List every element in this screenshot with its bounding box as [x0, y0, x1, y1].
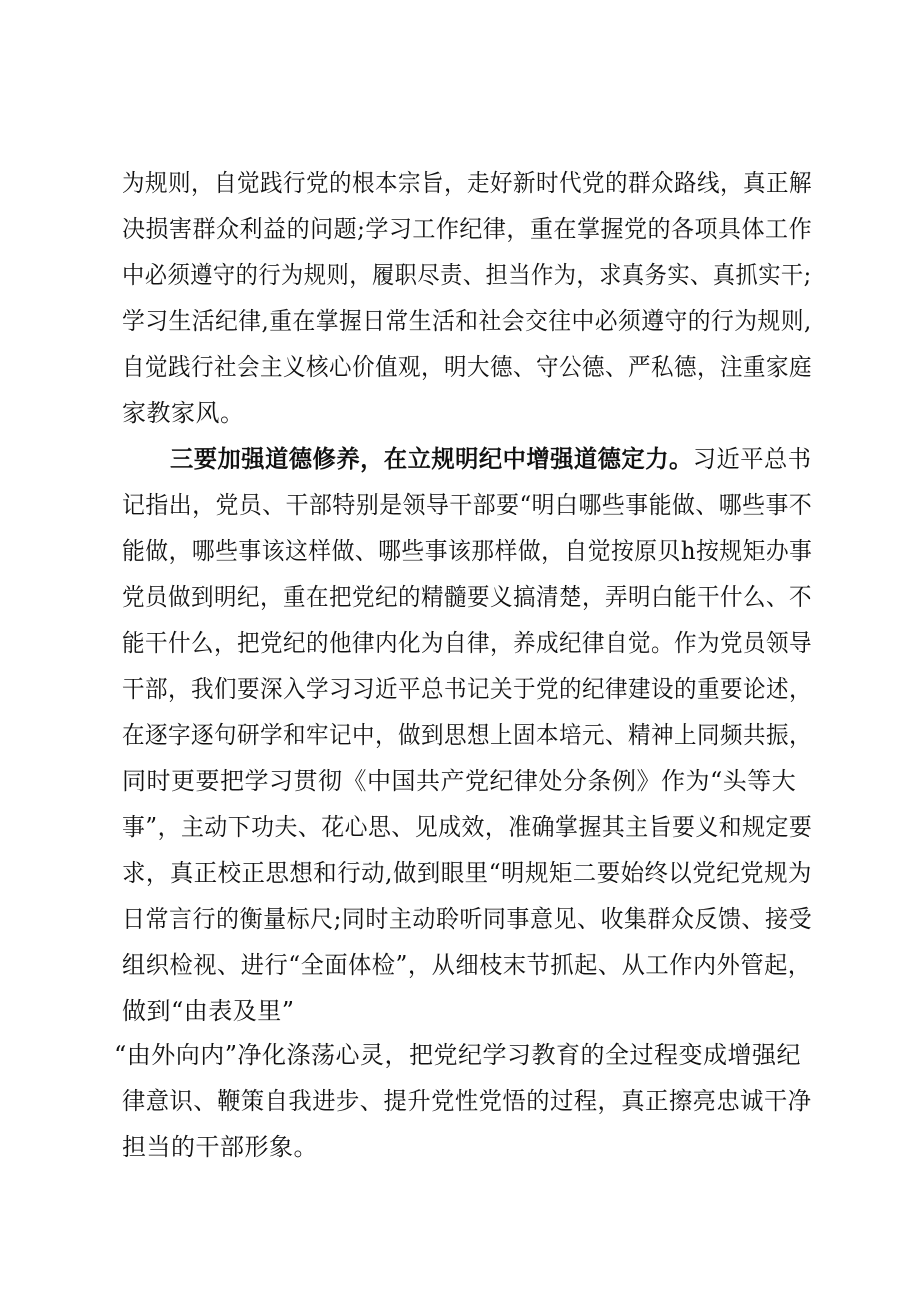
paragraph-line: 做到“由表及里”	[122, 997, 295, 1025]
paragraph-line: 干部，我们要深入学习习近平总书记关于党的纪律建设的重要论述，	[122, 675, 812, 703]
paragraph-line: 决损害群众利益的问题;学习工作纪律，重在掌握党的各项具体工作	[122, 215, 813, 243]
paragraph-line: 中必须遵守的行为规则，履职尽责、担当作为，求真务实、真抓实干;	[122, 261, 812, 289]
paragraph-line: 党员做到明纪，重在把党纪的精髓要义搞清楚，弄明白能干什么、不	[122, 583, 812, 611]
section-heading: 三要加强道德修养，在立规明纪中增强道德定力。	[170, 445, 693, 473]
paragraph-line: 日常言行的衡量标尺;同时主动聆听同事意见、收集群众反馈、接受	[122, 905, 813, 933]
paragraph-line: 担当的干部形象。	[122, 1133, 318, 1161]
paragraph-line: 能做，哪些事该这样做、哪些事该那样做，自觉按原贝h按规矩办事	[122, 537, 813, 565]
paragraph-line: “由外向内”净化涤荡心灵，把党纪学习教育的全过程变成增强纪	[114, 1041, 802, 1069]
paragraph-line: 为规则，自觉践行党的根本宗旨，走好新时代党的群众路线，真正解	[122, 169, 812, 197]
paragraph-line: 求，真正校正思想和行动,做到眼里“明规矩二要始终以党纪党规为	[122, 859, 812, 887]
paragraph-line: 学习生活纪律,重在掌握日常生活和社会交往中必须遵守的行为规则,	[122, 307, 812, 335]
paragraph-line-rest: 习近平总书	[692, 445, 812, 473]
paragraph-line: 记指出，党员、干部特别是领导干部要“明白哪些事能做、哪些事不	[122, 491, 813, 519]
paragraph-first-line	[170, 444, 812, 474]
paragraph-line: 事”，主动下功夫、花心思、见成效，准确掌握其主旨要义和规定要	[122, 813, 813, 841]
paragraph-line: 自觉践行社会主义核心价值观，明大德、守公德、严私德，注重家庭	[122, 353, 812, 381]
paragraph-line: 能干什么，把党纪的他律内化为自律，养成纪律自觉。作为党员领导	[122, 629, 812, 657]
paragraph-line: 同时更要把学习贯彻《中国共产党纪律处分条例》作为“头等大	[122, 767, 797, 795]
paragraph-line: 组织检视、进行“全面体检”，从细枝末节抓起、从工作内外管起，	[122, 951, 812, 979]
paragraph-line: 律意识、鞭策自我进步、提升党性党悟的过程，真正擦亮忠诚干净	[122, 1087, 812, 1115]
paragraph-line: 在逐字逐句研学和牢记中，做到思想上固本培元、精神上同频共振，	[122, 721, 812, 749]
paragraph-line: 家教家风。	[122, 399, 245, 427]
